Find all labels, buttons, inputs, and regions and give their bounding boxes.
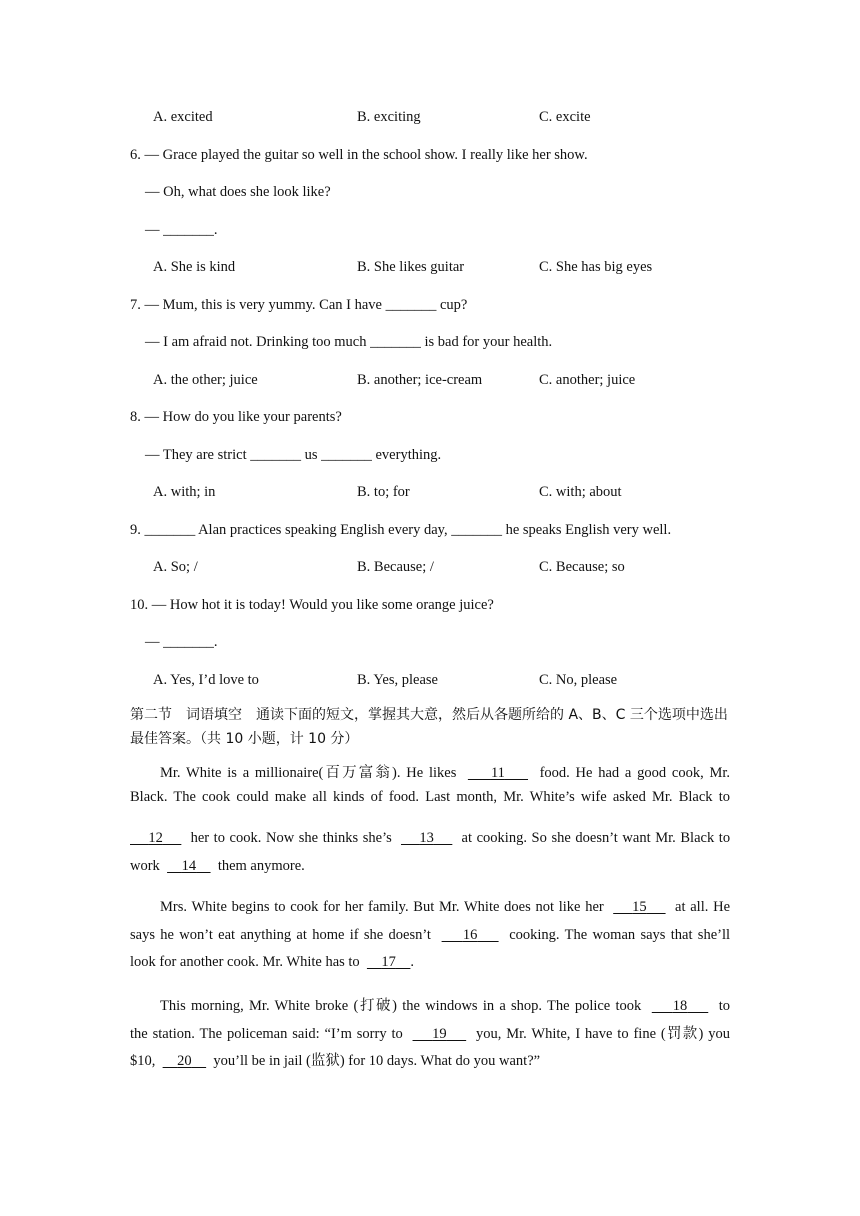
q9-stem: 9. _______ Alan practices speaking English every day, _______ he speaks English very well. xyxy=(130,522,672,538)
q7-reply: — I am afraid not. Drinking too much _______ is bad for your health. xyxy=(145,334,553,350)
blank-20: 20 xyxy=(177,1053,192,1069)
q6-stem: 6. — Grace played the guitar so well in the school show. I really like her show. xyxy=(130,147,588,163)
q8-reply: — They are strict _______ us _______ everything. xyxy=(145,447,442,463)
q7-option-a: A. the other; juice xyxy=(153,372,258,388)
q9-option-b: B. Because; / xyxy=(357,559,434,575)
text-run: $10, xyxy=(130,1053,156,1069)
q6-reply: — Oh, what does she look like? xyxy=(145,184,331,200)
text-run: at all. He xyxy=(675,899,731,915)
text-run: you, Mr. White, I have to fine (罚款) you xyxy=(475,1026,730,1042)
blank-16: 16 xyxy=(462,927,478,943)
text-run: food. He had a good cook, Mr. xyxy=(539,765,731,781)
text-run: . xyxy=(410,954,415,970)
text-run: This morning, Mr. White broke (打破) the windows in a shop. The police took xyxy=(160,998,642,1014)
text-run: cooking. The woman says that she’ll xyxy=(509,927,731,943)
text-run: the station. The policeman said: “I’m sorry to xyxy=(130,1026,403,1042)
text-run: her to cook. Now she thinks she’s xyxy=(190,830,392,846)
q7-stem: 7. — Mum, this is very yummy. Can I have _______ cup? xyxy=(130,297,468,313)
p2-row-2 xyxy=(130,927,730,944)
p2-row-3 xyxy=(130,954,730,971)
q8-option-b: B. to; for xyxy=(357,484,410,500)
text-run: look for another cook. Mr. White has to xyxy=(130,954,360,970)
text-run: Mr. White is a millionaire(百万富翁). He likes xyxy=(160,765,457,781)
blank-15: 15 xyxy=(632,899,647,915)
p1-row-4 xyxy=(130,858,730,875)
q7-option-c: C. another; juice xyxy=(539,372,636,388)
p3-row-2 xyxy=(130,1022,730,1043)
blank-13: 13 xyxy=(419,830,434,846)
q5-option-c: C. excite xyxy=(539,109,591,125)
q6-option-a: A. She is kind xyxy=(153,259,236,275)
q10-option-b: B. Yes, please xyxy=(357,672,438,688)
q5-option-b: B. exciting xyxy=(357,109,421,125)
blank-17: 17 xyxy=(381,954,396,970)
q10-answer-blank: — _______. xyxy=(145,634,218,650)
q10-option-c: C. No, please xyxy=(539,672,618,688)
blank-12: 12 xyxy=(148,830,163,846)
p3-row-3 xyxy=(130,1049,730,1070)
blank-19: 19 xyxy=(432,1026,447,1042)
p1-row-3 xyxy=(130,830,730,847)
q8-option-a: A. with; in xyxy=(153,484,216,500)
q8-option-c: C. with; about xyxy=(539,484,622,500)
q8-stem: 8. — How do you like your parents? xyxy=(130,409,342,425)
text-run: Black. The cook could make all kinds of food. Last month, Mr. White’s wife asked Mr. Black to xyxy=(130,789,730,805)
text-run: them anymore. xyxy=(217,858,305,874)
q10-option-a: A. Yes, I’d love to xyxy=(153,672,259,688)
q9-option-a: A. So; / xyxy=(153,559,198,575)
section-heading: 第二节 词语填空 通读下面的短文，掌握其大意，然后从各题所给的 A、B、C 三个选项中选出最佳答案。（共 10 小题，计 10 分） xyxy=(130,707,728,747)
p1-row-2 xyxy=(130,789,730,806)
text-run: to xyxy=(718,998,731,1014)
blank-14: 14 xyxy=(181,858,197,874)
text-run: Mrs. White begins to cook for her family. But Mr. White does not like her xyxy=(160,899,604,915)
q6-answer-blank: — _______. xyxy=(145,222,218,238)
p3-row-1 xyxy=(160,994,730,1015)
q6-option-c: C. She has big eyes xyxy=(539,259,653,275)
q10-stem: 10. — How hot it is today! Would you like some orange juice? xyxy=(130,597,494,613)
text-run: you’ll be in jail (监狱) for 10 days. What do you want?” xyxy=(213,1053,541,1069)
q7-option-b: B. another; ice-cream xyxy=(357,372,483,388)
blank-18: 18 xyxy=(672,998,688,1014)
text-run: at cooking. So she doesn’t want Mr. Black to xyxy=(461,830,731,846)
q6-option-b: B. She likes guitar xyxy=(357,259,465,275)
blank-11: 11 xyxy=(490,765,505,781)
q5-option-a: A. excited xyxy=(153,109,213,125)
q9-option-c: C. Because; so xyxy=(539,559,625,575)
text-run: work xyxy=(130,858,160,874)
p2-row-1 xyxy=(160,899,730,916)
p1-row-1 xyxy=(160,761,730,782)
text-run: says he won’t eat anything at home if she doesn’t xyxy=(130,927,431,943)
